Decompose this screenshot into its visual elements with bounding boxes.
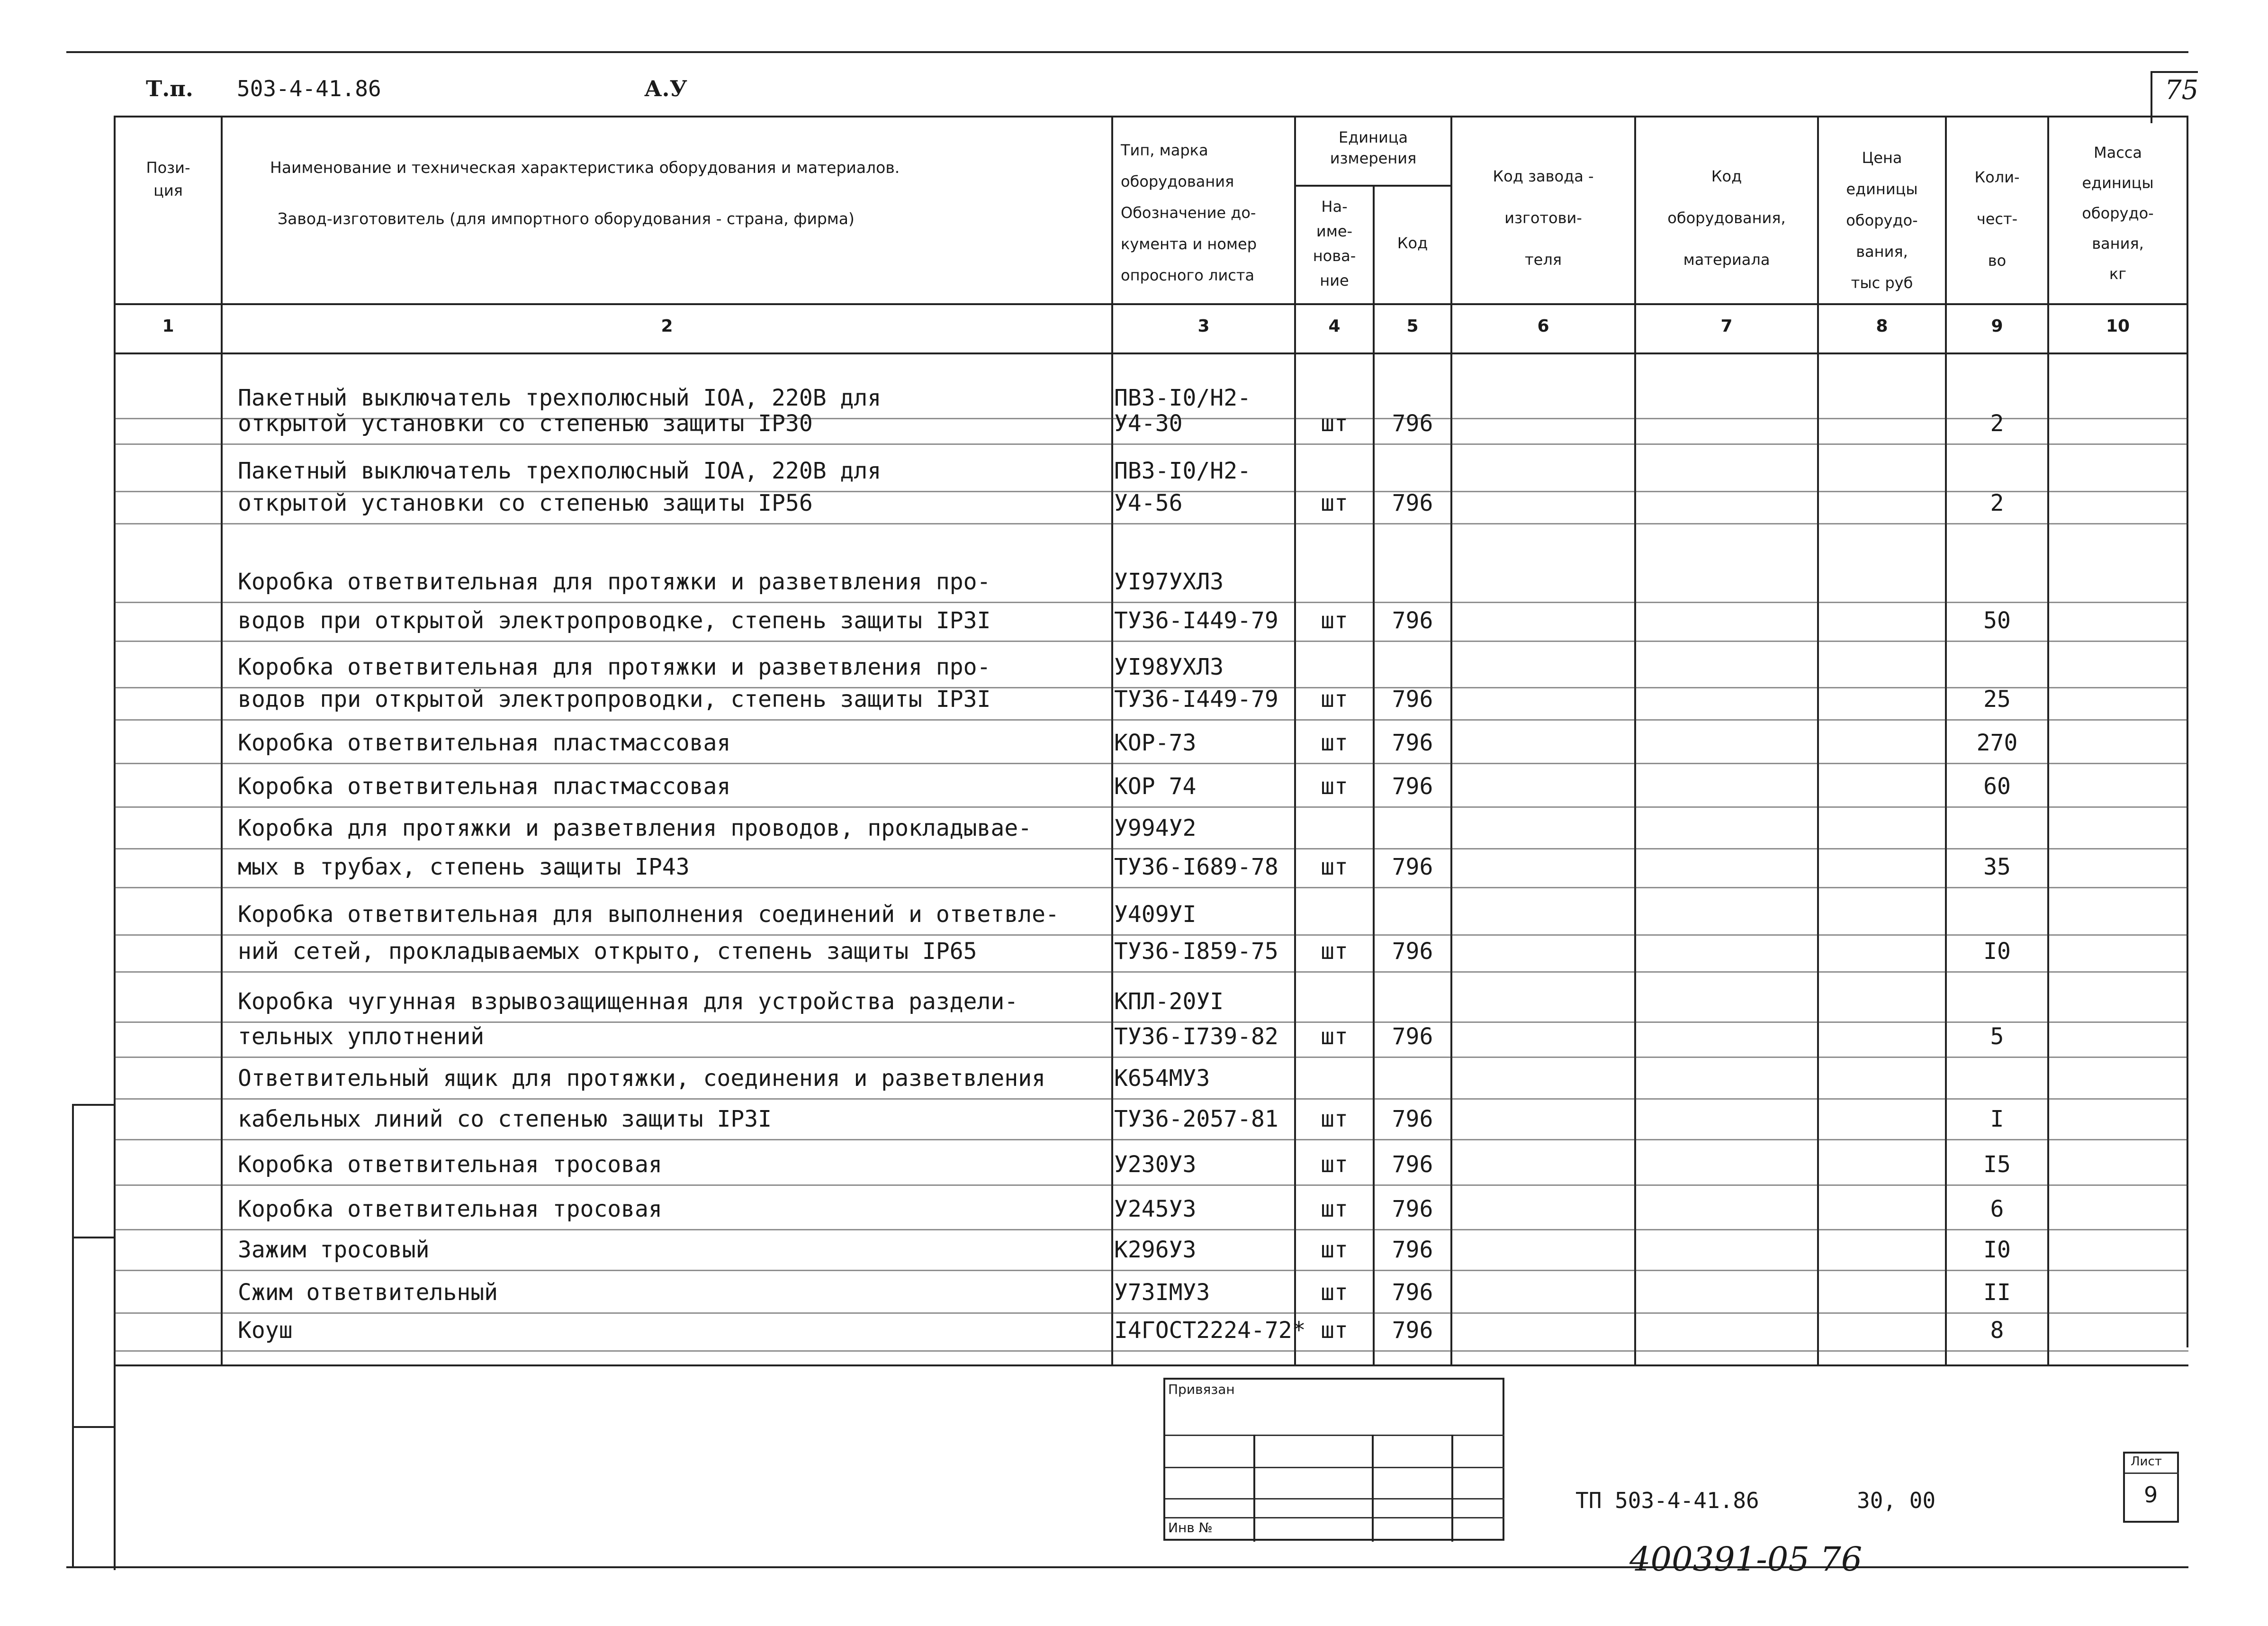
row-divider: [114, 719, 2188, 721]
row-type: У994У2: [1114, 815, 1197, 841]
row-unit: шт: [1321, 1237, 1348, 1263]
row-code: 796: [1392, 607, 1433, 634]
row-code: 796: [1392, 1237, 1433, 1263]
row-qty: II: [1983, 1279, 2011, 1306]
row-name: Коробка ответвительная тросовая: [238, 1196, 662, 1222]
doc-code: ТП 503-4-41.86: [1575, 1488, 1759, 1513]
table-row: [0, 1237, 2187, 1270]
row-qty: 8: [1990, 1317, 2004, 1344]
unit-group-divider: [1294, 185, 1452, 187]
row-unit: шт: [1321, 410, 1348, 437]
header-col2-line1: Наименование и техническая характеристика оборудования и материалов.: [270, 158, 900, 177]
table-row: [0, 607, 2187, 641]
margin-strip-left: [72, 1104, 74, 1568]
row-divider: [114, 602, 2188, 603]
row-divider: [114, 1021, 2188, 1023]
table-row: [0, 1151, 2187, 1184]
table-row: [0, 938, 2187, 971]
row-name: Ответвительный ящик для протяжки, соединения и разветвления: [238, 1065, 1046, 1092]
row-divider: [114, 1057, 2188, 1058]
row-code: 796: [1392, 773, 1433, 800]
row-name: Зажим тросовый: [238, 1237, 430, 1263]
row-code: 796: [1392, 1151, 1433, 1178]
row-name: Коробка ответвительная тросовая: [238, 1151, 662, 1178]
row-type: У230УЗ: [1114, 1151, 1197, 1178]
colnum-9: 9: [1991, 316, 2003, 336]
row-unit: шт: [1321, 854, 1348, 880]
privyazan-label: Привязан: [1168, 1382, 1235, 1397]
sheet-label: Лист: [2131, 1454, 2162, 1469]
row-name: открытой установки со степенью защиты IP30: [238, 410, 813, 437]
table-row: [0, 815, 2187, 848]
row-name: кабельных линий со степенью защиты IP3I: [238, 1106, 772, 1132]
table-row: [0, 654, 2187, 687]
margin-strip-line-3: [72, 1426, 115, 1428]
row-code: 796: [1392, 1196, 1433, 1222]
sheet-divider: [2125, 1472, 2179, 1474]
table-row: [0, 458, 2187, 491]
table-row: [0, 686, 2187, 719]
header-col1: Пози- ция: [146, 159, 190, 199]
row-code: 796: [1392, 1317, 1433, 1344]
colnum-1: 1: [162, 316, 174, 336]
row-name: открытой установки со степенью защиты IP56: [238, 490, 813, 516]
sheet-box: [2123, 1452, 2179, 1523]
header-bottom-line: [114, 303, 2188, 305]
row-type: ТУ36-I449-79: [1114, 686, 1278, 713]
row-type: ТУ36-I859-75: [1114, 938, 1278, 965]
row-type: ТУ36-I449-79: [1114, 607, 1278, 634]
table-row: [0, 410, 2187, 443]
row-code: 796: [1392, 854, 1433, 880]
header-col7: Код оборудования, материала: [1667, 167, 1786, 269]
header-col5: Код: [1397, 234, 1428, 252]
header-col3: Тип, марка оборудования Обозначение до- кумента и номер опросного листа: [1121, 141, 1257, 284]
table-row: [0, 854, 2187, 887]
row-name: Коуш: [238, 1317, 293, 1344]
table-row: [0, 1279, 2187, 1312]
row-type: У245УЗ: [1114, 1196, 1197, 1222]
row-unit: шт: [1321, 1196, 1348, 1222]
row-type: УI98УХЛЗ: [1114, 654, 1224, 680]
row-code: 796: [1392, 490, 1433, 516]
stamp-col-2: [1372, 1435, 1374, 1542]
row-code: 796: [1392, 1106, 1433, 1132]
header-col2-line2: Завод-изготовитель (для импортного оборудования - страна, фирма): [278, 209, 855, 228]
row-qty: 60: [1983, 773, 2011, 800]
section-label: А.У: [644, 76, 687, 101]
numbers-row-bottom-line: [114, 352, 2188, 354]
header-col9: Коли- чест- во: [1974, 168, 2020, 270]
table-row: [0, 569, 2187, 602]
row-qty: 35: [1983, 854, 2011, 880]
row-type: У4-56: [1114, 490, 1183, 516]
stamp-line-4: [1165, 1517, 1504, 1518]
row-name: Коробка чугунная взрывозащищенная для устройства раздели-: [238, 988, 1018, 1015]
row-type: ПВЗ-I0/Н2-: [1114, 458, 1251, 484]
row-divider: [114, 1229, 2188, 1230]
page-mark-box-top: [2151, 71, 2198, 73]
row-qty: I: [1990, 1106, 2004, 1132]
row-qty: 5: [1990, 1023, 2004, 1050]
row-divider: [114, 1350, 2188, 1352]
row-name: Сжим ответвительный: [238, 1279, 498, 1306]
row-divider: [114, 887, 2188, 888]
row-type: ТУ36-I739-82: [1114, 1023, 1278, 1050]
margin-strip-line-2: [72, 1237, 115, 1238]
table-row: [0, 901, 2187, 934]
row-unit: шт: [1321, 1279, 1348, 1306]
row-name: Коробка ответвительная для протяжки и разветвления про-: [238, 654, 991, 680]
row-name: ний сетей, прокладываемых открыто, степень защиты IP65: [238, 938, 977, 965]
row-unit: шт: [1321, 1106, 1348, 1132]
row-divider: [114, 1139, 2188, 1140]
colnum-6: 6: [1537, 316, 1549, 336]
stamp-line-3: [1165, 1498, 1504, 1500]
table-row: [0, 490, 2187, 523]
row-name: Пакетный выключатель трехполюсный IOA, 220В для: [238, 385, 882, 411]
table-row: [0, 730, 2187, 763]
top-rule: [66, 51, 2188, 53]
header-col4: На- име- нова- ние: [1313, 198, 1356, 289]
table-row: [0, 1023, 2187, 1057]
row-code: 796: [1392, 730, 1433, 756]
row-name: мых в трубах, степень защиты IP43: [238, 854, 690, 880]
row-name: Коробка ответвительная для протяжки и разветвления про-: [238, 569, 991, 595]
row-code: 796: [1392, 1279, 1433, 1306]
row-code: 796: [1392, 686, 1433, 713]
row-type: КПЛ-20УI: [1114, 988, 1224, 1015]
row-unit: шт: [1321, 1023, 1348, 1050]
table-top-border: [114, 116, 2188, 117]
page-bottom-line: [66, 1566, 2188, 1568]
row-qty: 25: [1983, 686, 2011, 713]
row-qty: I0: [1983, 1237, 2011, 1263]
row-divider: [114, 971, 2188, 973]
row-qty: 270: [1976, 730, 2018, 756]
row-divider: [114, 1270, 2188, 1271]
row-name: Пакетный выключатель трехполюсный IOA, 220В для: [238, 458, 882, 484]
row-type: У409УI: [1114, 901, 1197, 928]
header-col10: Масса единицы оборудо- вания, кг: [2082, 144, 2154, 283]
tp-number: 503-4-41.86: [237, 76, 381, 101]
table-row: [0, 773, 2187, 806]
row-divider: [114, 763, 2188, 764]
row-divider: [114, 806, 2188, 808]
stamp-line-1: [1165, 1435, 1504, 1436]
row-type: КОР-73: [1114, 730, 1197, 756]
row-name: водов при открытой электропроводки, степень защиты IP3I: [238, 686, 991, 713]
row-code: 796: [1392, 938, 1433, 965]
header-col8: Цена единицы оборудо- вания, тыс руб: [1846, 149, 1918, 292]
binding-stamp: [1163, 1378, 1504, 1541]
stamp-col-1: [1253, 1435, 1255, 1542]
table-row: [0, 1065, 2187, 1098]
row-type: УI97УХЛЗ: [1114, 569, 1224, 595]
colnum-8: 8: [1876, 316, 1888, 336]
row-name: Коробка ответвительная для выполнения соединений и ответвле-: [238, 901, 1059, 928]
row-name: Коробка ответвительная пластмассовая: [238, 773, 731, 800]
row-type: КОР 74: [1114, 773, 1197, 800]
row-divider: [114, 641, 2188, 642]
colnum-4: 4: [1328, 316, 1341, 336]
row-qty: 6: [1990, 1196, 2004, 1222]
row-qty: I0: [1983, 938, 2011, 965]
row-qty: 2: [1990, 410, 2004, 437]
inv-label: Инв №: [1168, 1520, 1213, 1536]
doc-suffix: 30, 00: [1857, 1488, 1936, 1513]
table-right-border: [2187, 116, 2188, 1347]
row-divider: [114, 523, 2188, 524]
margin-strip-line-1: [72, 1104, 115, 1106]
colnum-2: 2: [661, 316, 673, 336]
row-type: ТУ36-I689-78: [1114, 854, 1278, 880]
row-unit: шт: [1321, 490, 1348, 516]
row-qty: I5: [1983, 1151, 2011, 1178]
header-col6: Код завода - изготови- теля: [1493, 167, 1594, 269]
table-row: [0, 1196, 2187, 1229]
row-divider: [114, 934, 2188, 936]
row-type: К296УЗ: [1114, 1237, 1197, 1263]
row-divider: [114, 848, 2188, 849]
row-qty: 2: [1990, 490, 2004, 516]
row-name: тельных уплотнений: [238, 1023, 485, 1050]
row-name: водов при открытой электропроводке, степень защиты IP3I: [238, 607, 991, 634]
row-name: Коробка ответвительная пластмассовая: [238, 730, 731, 756]
row-type: I4ГОСТ2224-72*: [1114, 1317, 1306, 1344]
row-code: 796: [1392, 1023, 1433, 1050]
stamp-col-3: [1451, 1435, 1453, 1542]
row-name: Коробка для протяжки и разветвления проводов, прокладывае-: [238, 815, 1032, 841]
row-code: 796: [1392, 410, 1433, 437]
colnum-10: 10: [2106, 316, 2130, 336]
table-body-bottom-line: [114, 1364, 2188, 1366]
tp-label: Т.п.: [146, 76, 193, 101]
table-row: [0, 1106, 2187, 1139]
header-unit-group: Единица измерения: [1330, 128, 1417, 167]
row-unit: шт: [1321, 1151, 1348, 1178]
table-row: [0, 988, 2187, 1021]
row-type: У4-30: [1114, 410, 1183, 437]
row-divider: [114, 1184, 2188, 1186]
row-unit: шт: [1321, 938, 1348, 965]
row-divider: [114, 1098, 2188, 1100]
row-type: К654МУЗ: [1114, 1065, 1210, 1092]
row-unit: шт: [1321, 773, 1348, 800]
row-unit: шт: [1321, 730, 1348, 756]
row-type: ТУ36-2057-81: [1114, 1106, 1278, 1132]
colnum-7: 7: [1720, 316, 1733, 336]
sheet-number: 9: [2144, 1482, 2158, 1508]
row-qty: 50: [1983, 607, 2011, 634]
row-unit: шт: [1321, 686, 1348, 713]
colnum-5: 5: [1406, 316, 1419, 336]
colnum-3: 3: [1197, 316, 1210, 336]
row-type: ПВЗ-I0/Н2-: [1114, 385, 1251, 411]
row-unit: шт: [1321, 1317, 1348, 1344]
row-unit: шт: [1321, 607, 1348, 634]
archive-number: 400391-05 76: [1629, 1540, 1863, 1579]
row-type: У73IМУЗ: [1114, 1279, 1210, 1306]
page-mark: 75: [2165, 75, 2199, 106]
row-divider: [114, 1312, 2188, 1314]
stamp-line-2: [1165, 1467, 1504, 1468]
table-row: [0, 1317, 2187, 1350]
row-divider: [114, 443, 2188, 445]
